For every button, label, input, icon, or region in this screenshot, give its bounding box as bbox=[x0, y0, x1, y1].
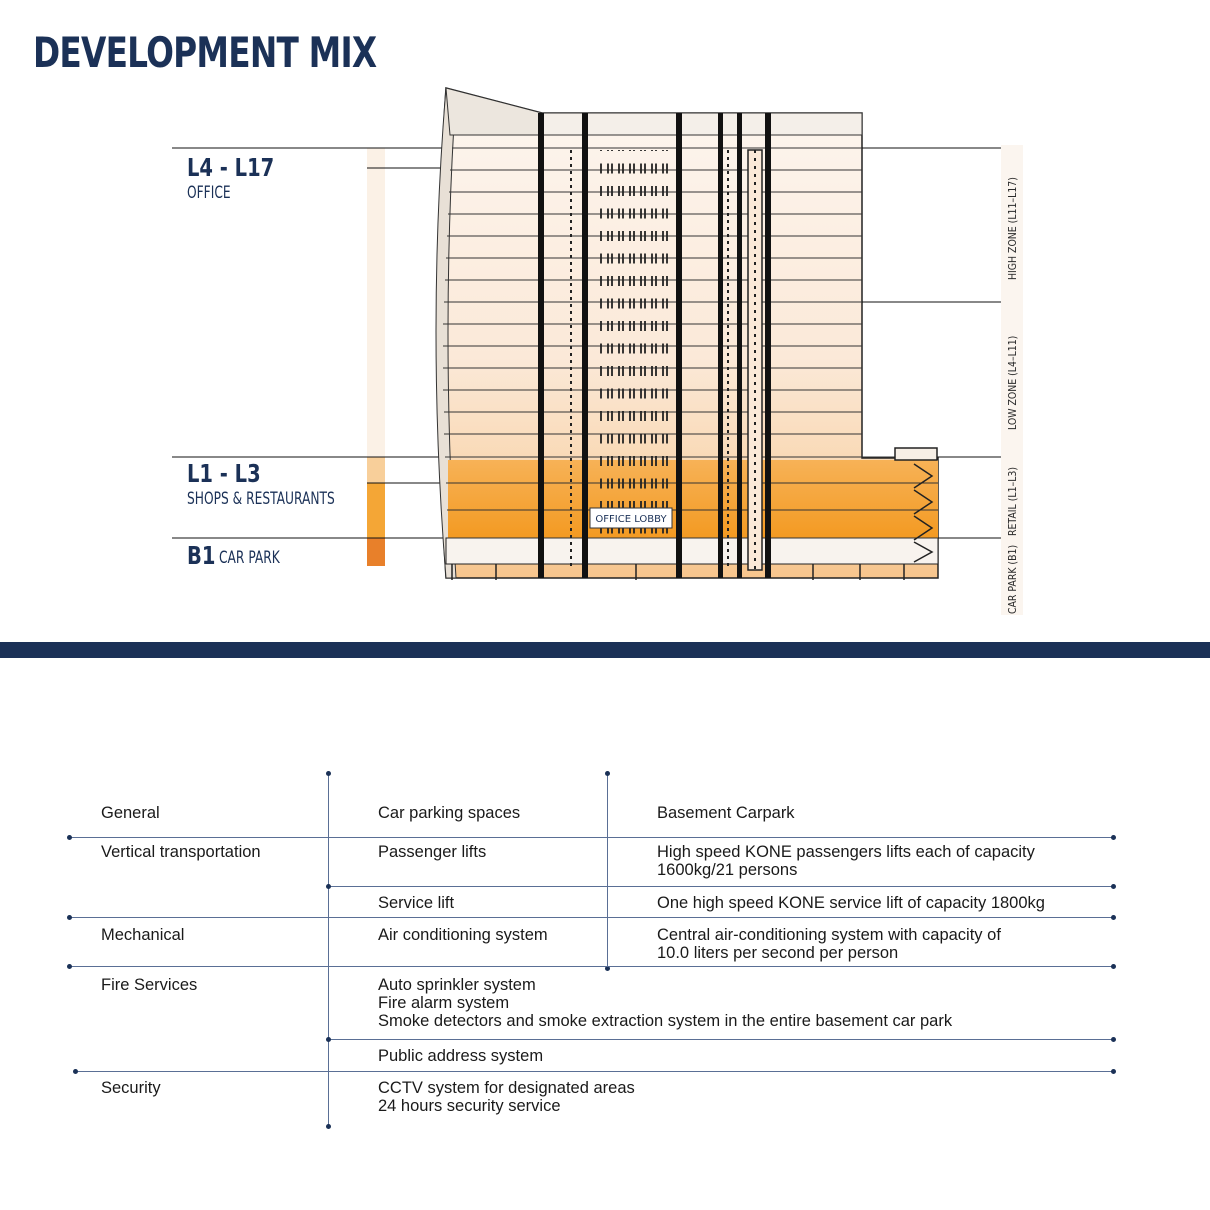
low-zone-label: LOW ZONE (L4–L11) bbox=[1006, 335, 1019, 430]
grid-dot bbox=[326, 884, 331, 889]
table-hline bbox=[328, 1039, 1114, 1040]
service-lift-item: Service lift bbox=[378, 894, 455, 912]
retail-zone-label: RETAIL (L1–L3) bbox=[1006, 466, 1019, 536]
grid-dot bbox=[605, 771, 610, 776]
security-items bbox=[378, 1079, 635, 1115]
general-detail: Basement Carpark bbox=[657, 804, 795, 822]
security-item: 24 hours security service bbox=[378, 1097, 561, 1115]
general-category: General bbox=[101, 804, 160, 822]
table-hline bbox=[70, 966, 1114, 967]
carpark-zone-label: CAR PARK (B1) bbox=[1006, 544, 1019, 614]
mechanical-category: Mechanical bbox=[101, 926, 185, 944]
roof-grid bbox=[446, 88, 542, 135]
security-category: Security bbox=[101, 1079, 161, 1097]
carpark-level-band bbox=[367, 538, 385, 566]
grid-dot bbox=[326, 1124, 331, 1129]
service-lift-detail: One high speed KONE service lift of capacity 1800kg bbox=[657, 894, 1045, 912]
fire-item: Fire alarm system bbox=[378, 994, 510, 1012]
detail-line: 10.0 liters per second per person bbox=[657, 944, 899, 962]
grid-dot bbox=[1111, 835, 1116, 840]
retail-level-range: L1 - L3 bbox=[187, 459, 261, 488]
table-hline bbox=[76, 1071, 1114, 1072]
air-conditioning-item: Air conditioning system bbox=[378, 926, 548, 944]
carpark-basement bbox=[446, 538, 938, 564]
grid-dot bbox=[1111, 884, 1116, 889]
carpark-level-range: B1 bbox=[187, 541, 216, 570]
table-hline bbox=[70, 917, 1114, 918]
retail-level-use: SHOPS & RESTAURANTS bbox=[187, 489, 335, 509]
carpark-level-use: CAR PARK bbox=[219, 548, 280, 568]
grid-dot bbox=[1111, 1069, 1116, 1074]
retail-level-band-lower bbox=[367, 483, 385, 538]
air-conditioning-detail bbox=[657, 926, 1001, 962]
grid-dot bbox=[326, 1037, 331, 1042]
fire-item: Auto sprinkler system bbox=[378, 976, 536, 994]
security-item: CCTV system for designated areas bbox=[378, 1079, 635, 1097]
grid-dot bbox=[1111, 964, 1116, 969]
general-item: Car parking spaces bbox=[378, 804, 521, 822]
grid-dot bbox=[1111, 1037, 1116, 1042]
grid-dot bbox=[67, 915, 72, 920]
grid-dot bbox=[67, 964, 72, 969]
grid-dot bbox=[326, 771, 331, 776]
high-zone-label: HIGH ZONE (L11–L17) bbox=[1006, 177, 1019, 280]
table-hline bbox=[328, 886, 1114, 887]
public-address-item: Public address system bbox=[378, 1047, 544, 1065]
retail-podium bbox=[448, 460, 938, 538]
detail-line: 1600kg/21 persons bbox=[657, 861, 798, 879]
table-vline-2 bbox=[607, 774, 608, 969]
fire-items bbox=[378, 976, 952, 1030]
detail-line: High speed KONE passengers lifts each of capacity bbox=[657, 843, 1035, 861]
fire-item: Smoke detectors and smoke extraction system in the entire basement car park bbox=[378, 1012, 953, 1030]
grid-dot bbox=[1111, 915, 1116, 920]
table-vline-1 bbox=[328, 774, 329, 1127]
passenger-lifts-detail bbox=[657, 843, 1035, 879]
section-divider bbox=[0, 642, 1210, 658]
office-lobby-label: OFFICE LOBBY bbox=[595, 514, 667, 525]
retail-level-band-upper bbox=[367, 457, 385, 483]
office-level-use: OFFICE bbox=[187, 183, 231, 203]
grid-dot bbox=[67, 835, 72, 840]
table-hline bbox=[70, 837, 1114, 838]
page-title: DEVELOPMENT MIX bbox=[33, 28, 377, 77]
vertical-category: Vertical transportation bbox=[101, 843, 261, 861]
detail-line: Central air-conditioning system with capacity of bbox=[657, 926, 1001, 944]
passenger-lifts-item: Passenger lifts bbox=[378, 843, 487, 861]
fire-category: Fire Services bbox=[101, 976, 198, 994]
office-level-range: L4 - L17 bbox=[187, 153, 275, 182]
lift-core-windows bbox=[600, 150, 670, 535]
grid-dot bbox=[73, 1069, 78, 1074]
roof-crown bbox=[540, 113, 862, 135]
office-level-band bbox=[367, 148, 385, 457]
